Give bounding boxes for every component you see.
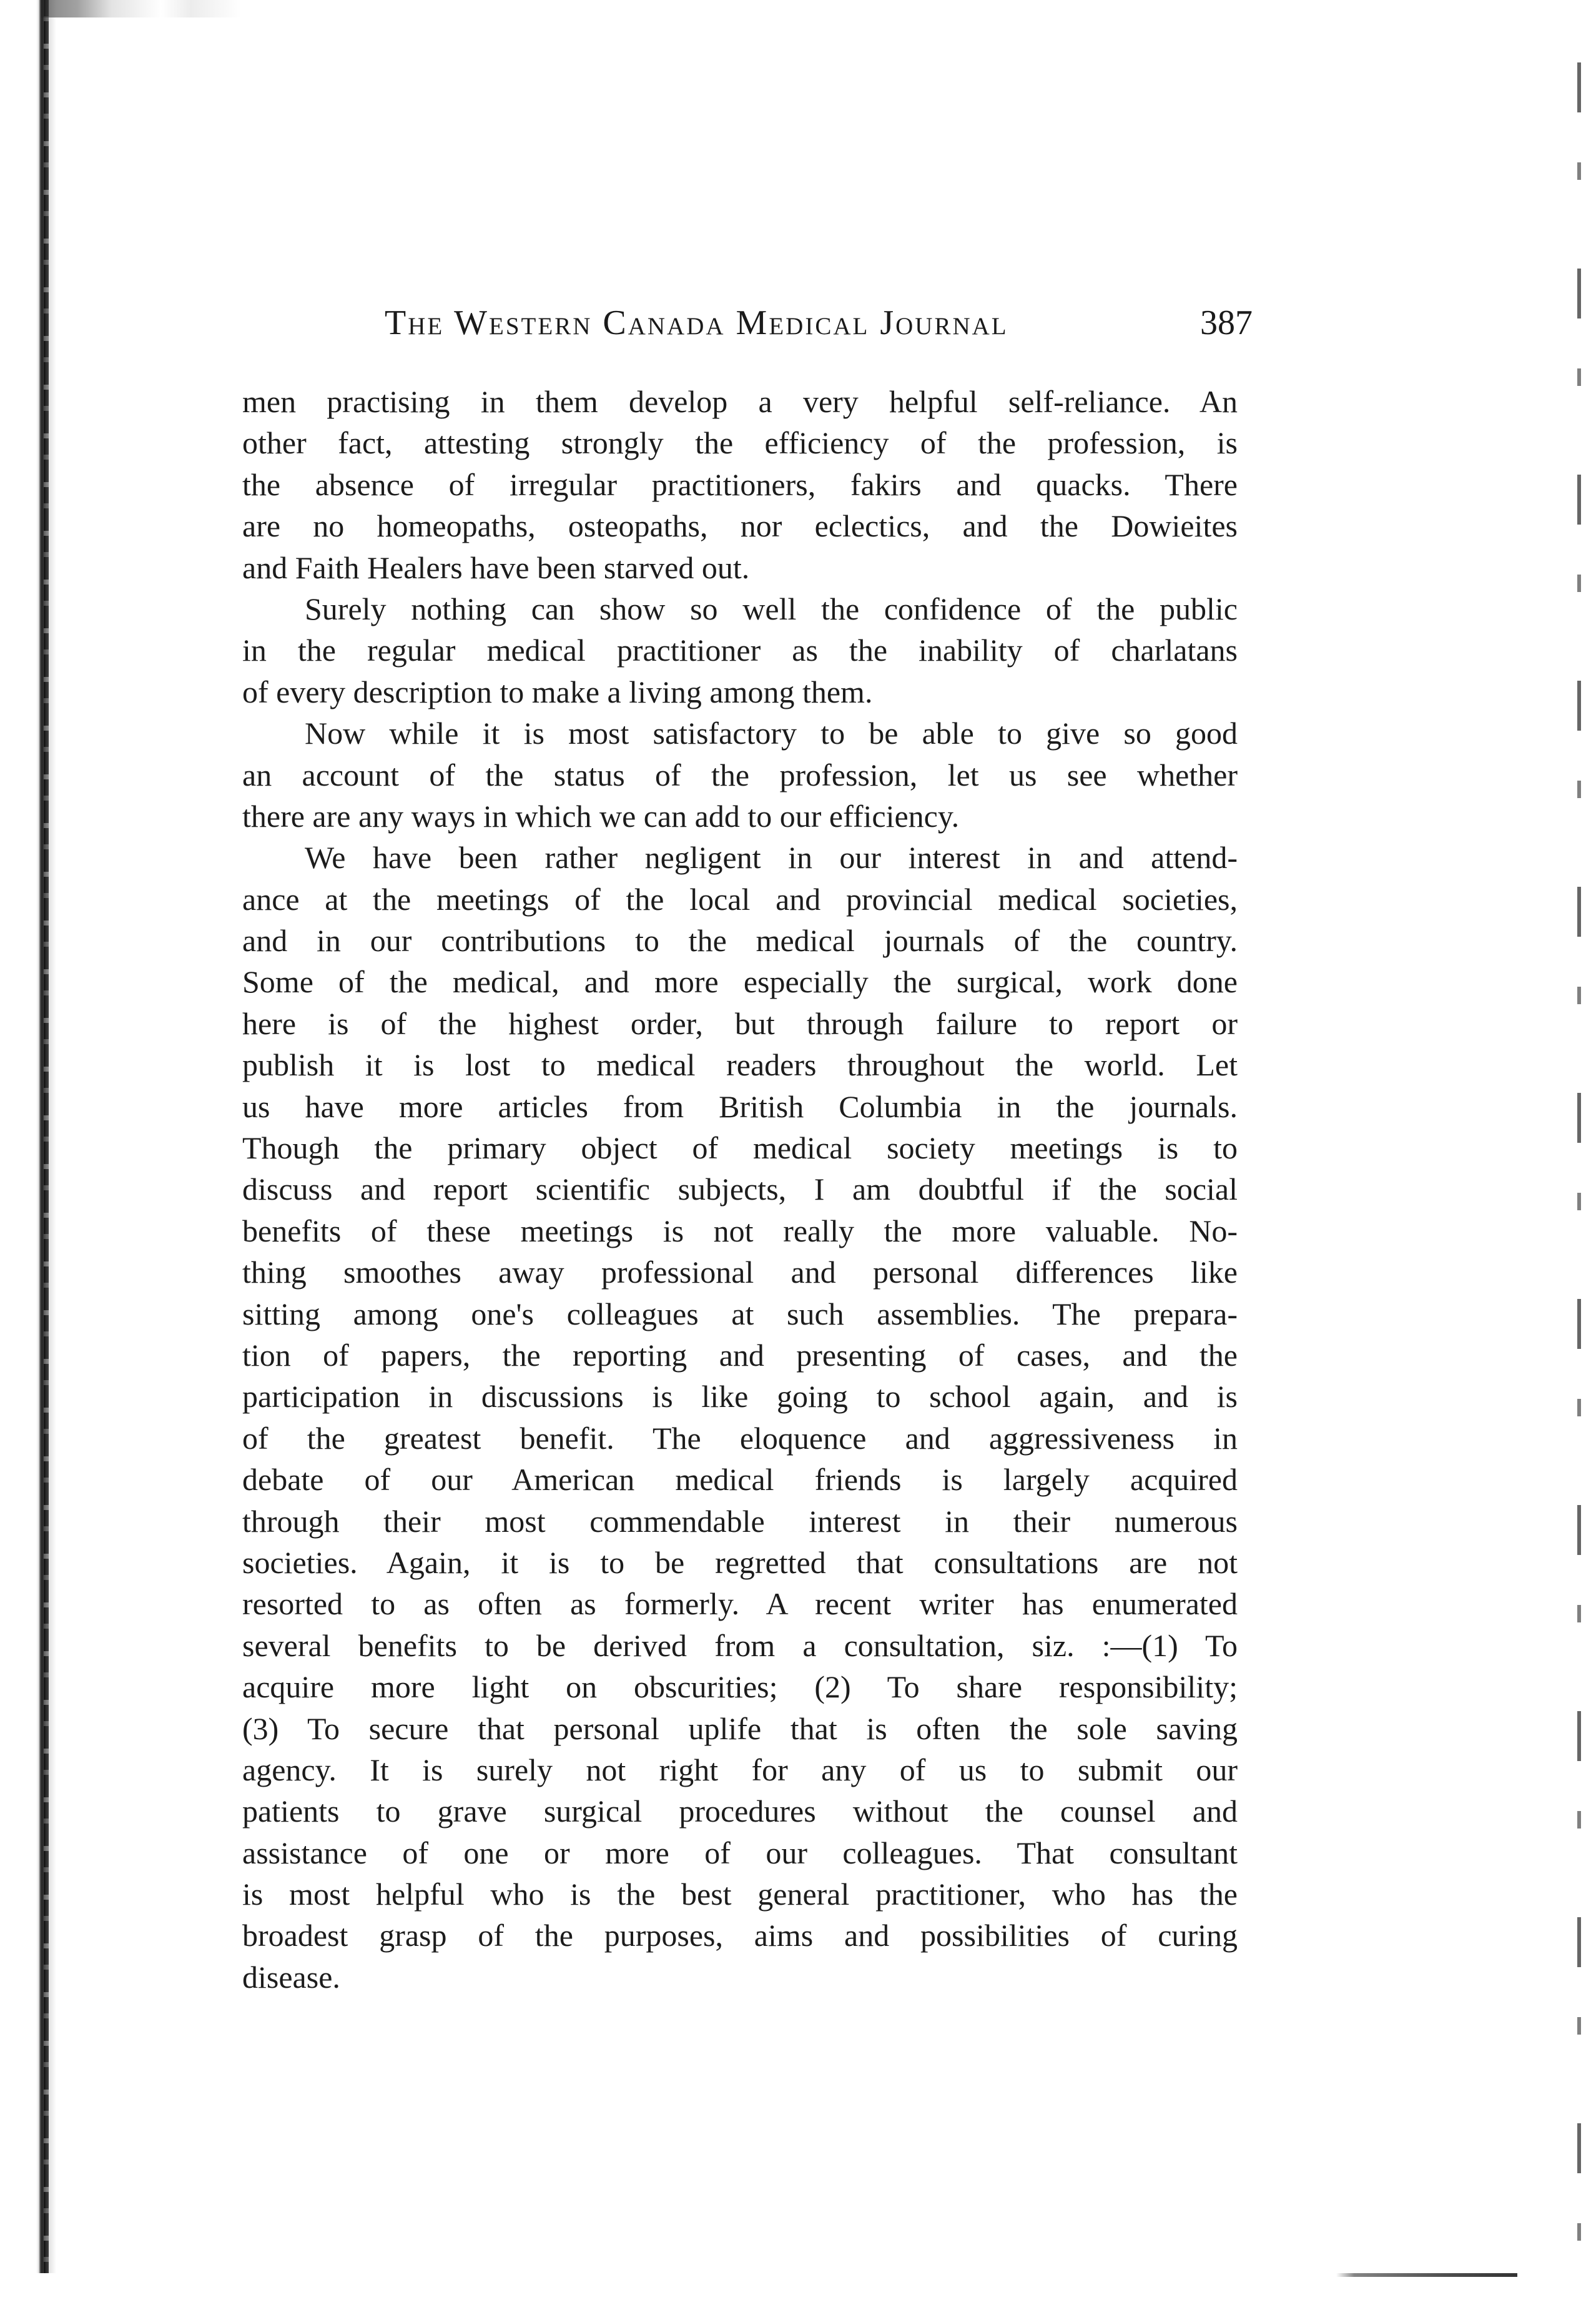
text-line: We have been rather negligent in our interest in and attend- xyxy=(305,840,1238,876)
text-line: here is of the highest order, but through failure to report or xyxy=(242,1005,1238,1041)
text-line: resorted to as often as formerly. A recent writer has enumerated xyxy=(242,1586,1238,1622)
text-line: tion of papers, the reporting and presenting of cases, and the xyxy=(242,1337,1238,1373)
text-line: other fact, attesting strongly the efficiency of the profession, is xyxy=(242,425,1238,461)
text-line: through their most commendable interest in their numerous xyxy=(242,1503,1238,1539)
text-line: of the greatest benefit. The eloquence and aggressiveness in xyxy=(242,1420,1238,1456)
text-line: Surely nothing can show so well the confidence of the public xyxy=(305,591,1238,626)
scan-smudge xyxy=(41,0,241,17)
text-line: several benefits to be derived from a consultation, siz. :—(1) To xyxy=(242,1627,1238,1663)
text-line: is most helpful who is the best general practitioner, who has the xyxy=(242,1877,1238,1912)
text-line: participation in discussions is like going to school again, and is xyxy=(242,1379,1238,1414)
text-line: thing smoothes away professional and personal differences like xyxy=(242,1255,1238,1290)
text-line: Some of the medical, and more especially the surgical, work done xyxy=(242,964,1238,1000)
text-line: sitting among one's colleagues at such assemblies. The prepara- xyxy=(242,1296,1238,1331)
text-line: men practising in them develop a very helpful self-reliance. An xyxy=(242,384,1238,419)
text-line: of every description to make a living among them. xyxy=(242,674,873,709)
page-binding-edge xyxy=(44,0,49,2273)
text-line: are no homeopaths, osteopaths, nor eclectics, and the Dowieites xyxy=(242,508,1238,544)
journal-title: The Western Canada Medical Journal xyxy=(385,304,1008,342)
text-line: publish it is lost to medical readers throughout the world. Let xyxy=(242,1047,1238,1083)
running-head xyxy=(385,301,1253,345)
page-bottom-edge xyxy=(1336,2273,1517,2277)
text-line: and Faith Healers have been starved out. xyxy=(242,550,750,585)
text-line: (3) To secure that personal uplife that is often the sole saving xyxy=(242,1710,1238,1746)
text-line: an account of the status of the profession, let us see whether xyxy=(242,757,1238,792)
text-line: patients to grave surgical procedures without the counsel and xyxy=(242,1794,1238,1829)
text-line: in the regular medical practitioner as the inability of charlatans xyxy=(242,633,1238,668)
text-line: debate of our American medical friends is largely acquired xyxy=(242,1462,1238,1498)
text-line: disease. xyxy=(242,1959,340,1995)
text-line: benefits of these meetings is not really the more valuable. No- xyxy=(242,1213,1238,1248)
text-line: broadest grasp of the purposes, aims and possibilities of curing xyxy=(242,1918,1238,1953)
text-line: discuss and report scientific subjects, I am doubtful if the social xyxy=(242,1172,1238,1207)
text-line: Though the primary object of medical society meetings is to xyxy=(242,1130,1238,1166)
text-line: us have more articles from British Columbia in the journals. xyxy=(242,1088,1238,1124)
text-line: and in our contributions to the medical journals of the country. xyxy=(242,923,1238,959)
text-line: there are any ways in which we can add to our efficiency. xyxy=(242,798,960,834)
text-line: the absence of irregular practitioners, fakirs and quacks. There xyxy=(242,466,1238,502)
text-line: societies. Again, it is to be regretted that consultations are not xyxy=(242,1544,1238,1580)
text-line: Now while it is most satisfactory to be able to give so good xyxy=(305,716,1238,751)
text-line: acquire more light on obscurities; (2) To share responsibility; xyxy=(242,1669,1238,1705)
text-line: assistance of one or more of our colleagues. That consultant xyxy=(242,1835,1238,1870)
page-number: 387 xyxy=(1200,304,1253,342)
text-line: agency. It is surely not right for any of us to submit our xyxy=(242,1752,1238,1787)
body-text xyxy=(242,381,1238,1998)
text-line: ance at the meetings of the local and provincial medical societies, xyxy=(242,881,1238,917)
page-right-edge xyxy=(1577,37,1581,2286)
